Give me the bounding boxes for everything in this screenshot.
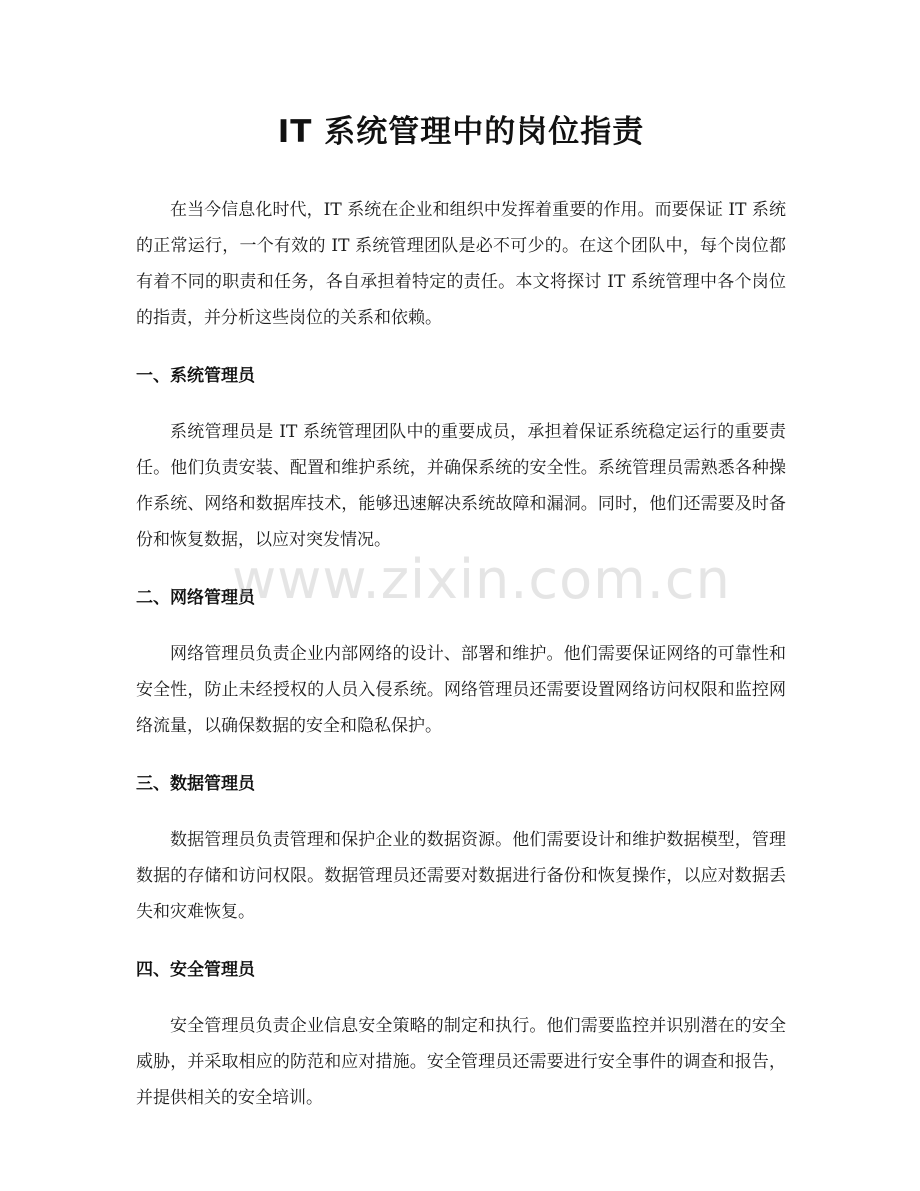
section-data-admin xyxy=(136,766,786,930)
section-heading: 四、安全管理员 xyxy=(136,960,255,980)
intro-paragraph: 在当今信息化时代，IT 系统在企业和组织中发挥着重要的作用。而要保证 IT 系统的正常运行，一个有效的 IT 系统管理团队是必不可少的。在这个团队中，每个岗位都有着不同的职责和任务，各自承担着特定的责任。本文将探讨 IT 系统管理中各个岗位的指责，并分析这些岗位的关系和依赖。 xyxy=(136,200,786,328)
section-system-admin xyxy=(136,358,786,558)
section-heading: 二、网络管理员 xyxy=(136,588,255,608)
section-paragraph: 数据管理员负责管理和保护企业的数据资源。他们需要设计和维护数据模型，管理数据的存储和访问权限。数据管理员还需要对数据进行备份和恢复操作，以应对数据丢失和灾难恢复。 xyxy=(136,830,786,922)
section-paragraph: 安全管理员负责企业信息安全策略的制定和执行。他们需要监控并识别潜在的安全威胁，并采取相应的防范和应对措施。安全管理员还需要进行安全事件的调查和报告，并提供相关的安全培训。 xyxy=(136,1016,786,1108)
section-network-admin xyxy=(136,580,786,744)
section-heading: 一、系统管理员 xyxy=(136,366,255,386)
section-heading: 三、数据管理员 xyxy=(136,774,255,794)
watermark-text: www.zixin.com.cn xyxy=(232,548,731,611)
document-page xyxy=(136,0,786,1116)
section-paragraph: 系统管理员是 IT 系统管理团队中的重要成员，承担着保证系统稳定运行的重要责任。他们负责安装、配置和维护系统，并确保系统的安全性。系统管理员需熟悉各种操作系统、网络和数据库技术，能够迅速解决系统故障和漏洞。同时，他们还需要及时备份和恢复数据，以应对突发情况。 xyxy=(136,422,786,550)
section-paragraph: 网络管理员负责企业内部网络的设计、部署和维护。他们需要保证网络的可靠性和安全性，防止未经授权的人员入侵系统。网络管理员还需要设置网络访问权限和监控网络流量，以确保数据的安全和隐私保护。 xyxy=(136,644,786,736)
section-security-admin xyxy=(136,952,786,1116)
document-title: IT 系统管理中的岗位指责 xyxy=(277,114,645,150)
